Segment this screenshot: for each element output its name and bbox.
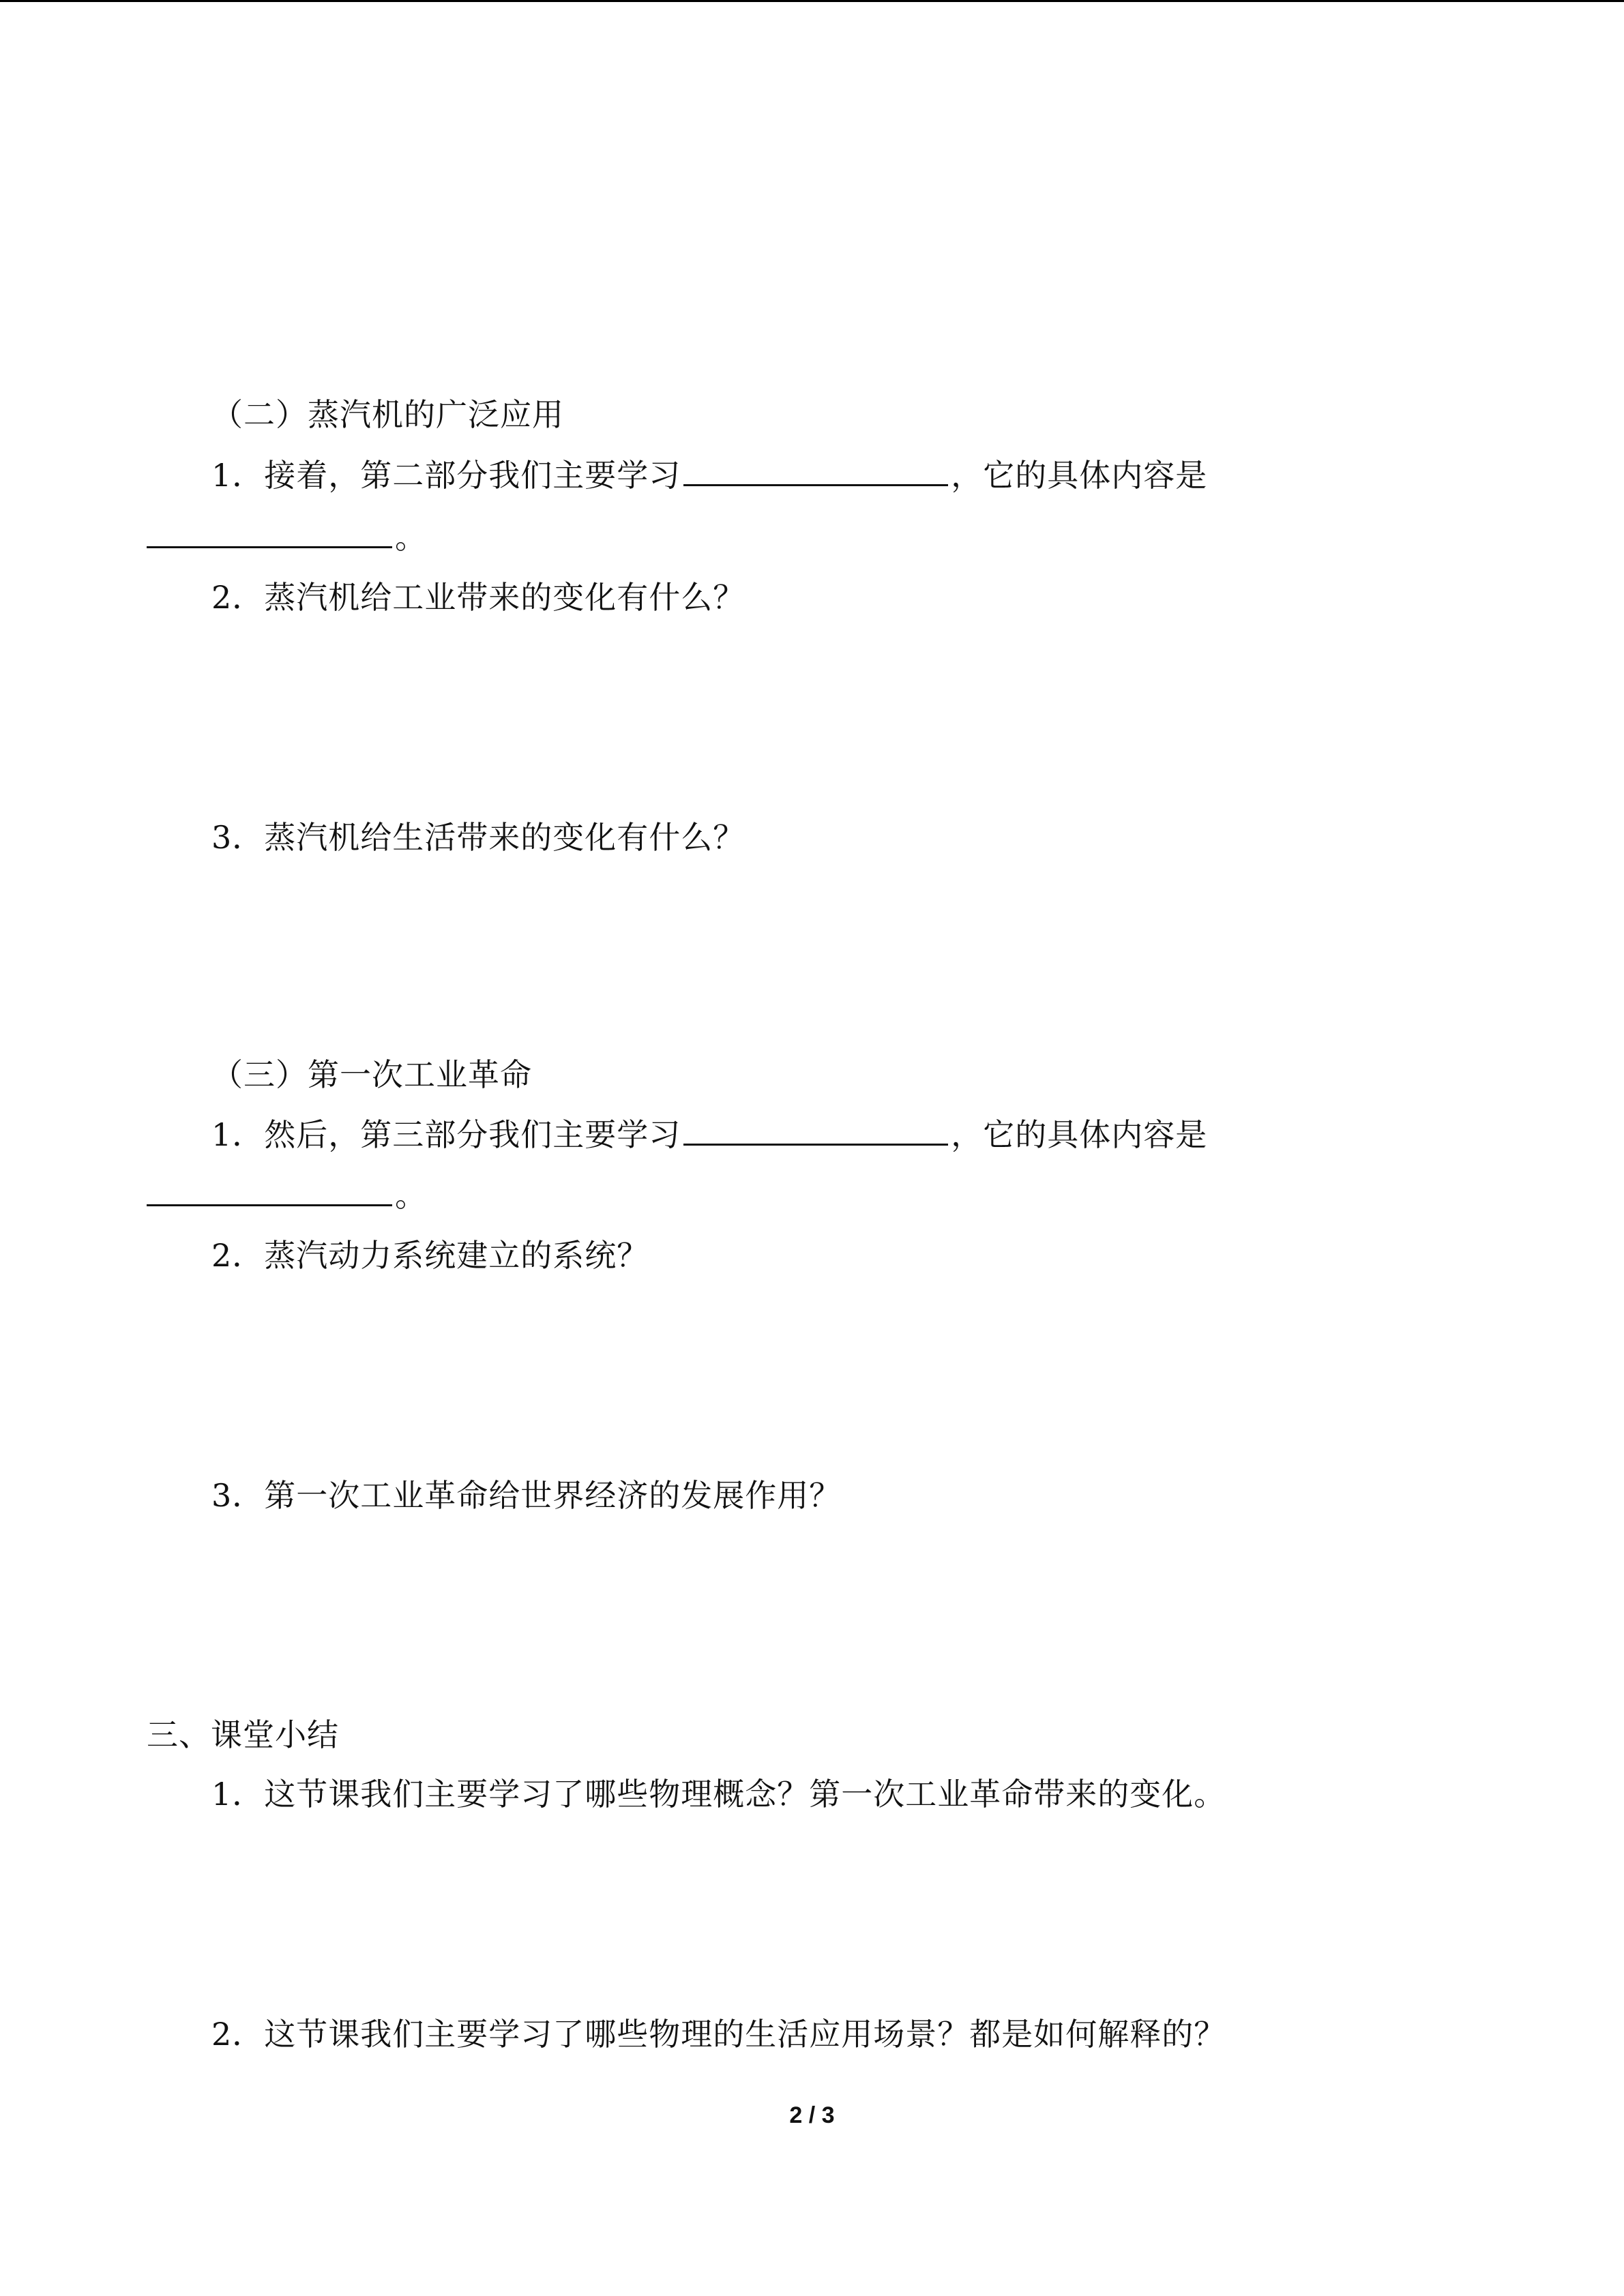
section2-question-1: [211, 454, 1207, 496]
page-number: 2 / 3: [789, 2102, 835, 2128]
fill-in-blank[interactable]: [683, 1114, 948, 1146]
section2-heading: （二）蒸汽机的广泛应用: [211, 396, 564, 433]
page-top-border: [0, 0, 1624, 2]
section2-q1-middle: ，它的具体内容是: [951, 457, 1208, 494]
section2-q1-end: 。: [395, 519, 427, 556]
section3-question-1: [211, 1114, 1207, 1155]
summary-question-2: 2．这节课我们主要学习了哪些物理的生活应用场景？都是如何解释的？: [211, 2016, 1226, 2053]
fill-in-blank[interactable]: [147, 1174, 392, 1206]
section2-question-3: 3．蒸汽机给生活带来的变化有什么？: [211, 819, 745, 856]
section3-q1-middle: ，它的具体内容是: [951, 1116, 1208, 1153]
fill-in-blank[interactable]: [683, 454, 948, 486]
summary-question-1: 1．这节课我们主要学习了哪些物理概念？第一次工业革命带来的变化。: [211, 1776, 1226, 1813]
summary-heading: 三、课堂小结: [147, 1716, 339, 1753]
section3-heading: （三）第一次工业革命: [211, 1056, 532, 1093]
section2-question-2: 2．蒸汽机给工业带来的变化有什么？: [211, 579, 745, 616]
section3-question-1-continued: [147, 1174, 427, 1216]
section3-q1-prefix: 1．然后，第三部分我们主要学习: [211, 1116, 681, 1153]
section2-question-1-continued: [147, 516, 427, 558]
section2-q1-prefix: 1．接着，第二部分我们主要学习: [211, 457, 681, 494]
section3-question-2: 2．蒸汽动力系统建立的系统？: [211, 1237, 649, 1274]
section3-q1-end: 。: [395, 1177, 427, 1214]
fill-in-blank[interactable]: [147, 516, 392, 548]
section3-question-3: 3．第一次工业革命给世界经济的发展作用？: [211, 1477, 842, 1514]
